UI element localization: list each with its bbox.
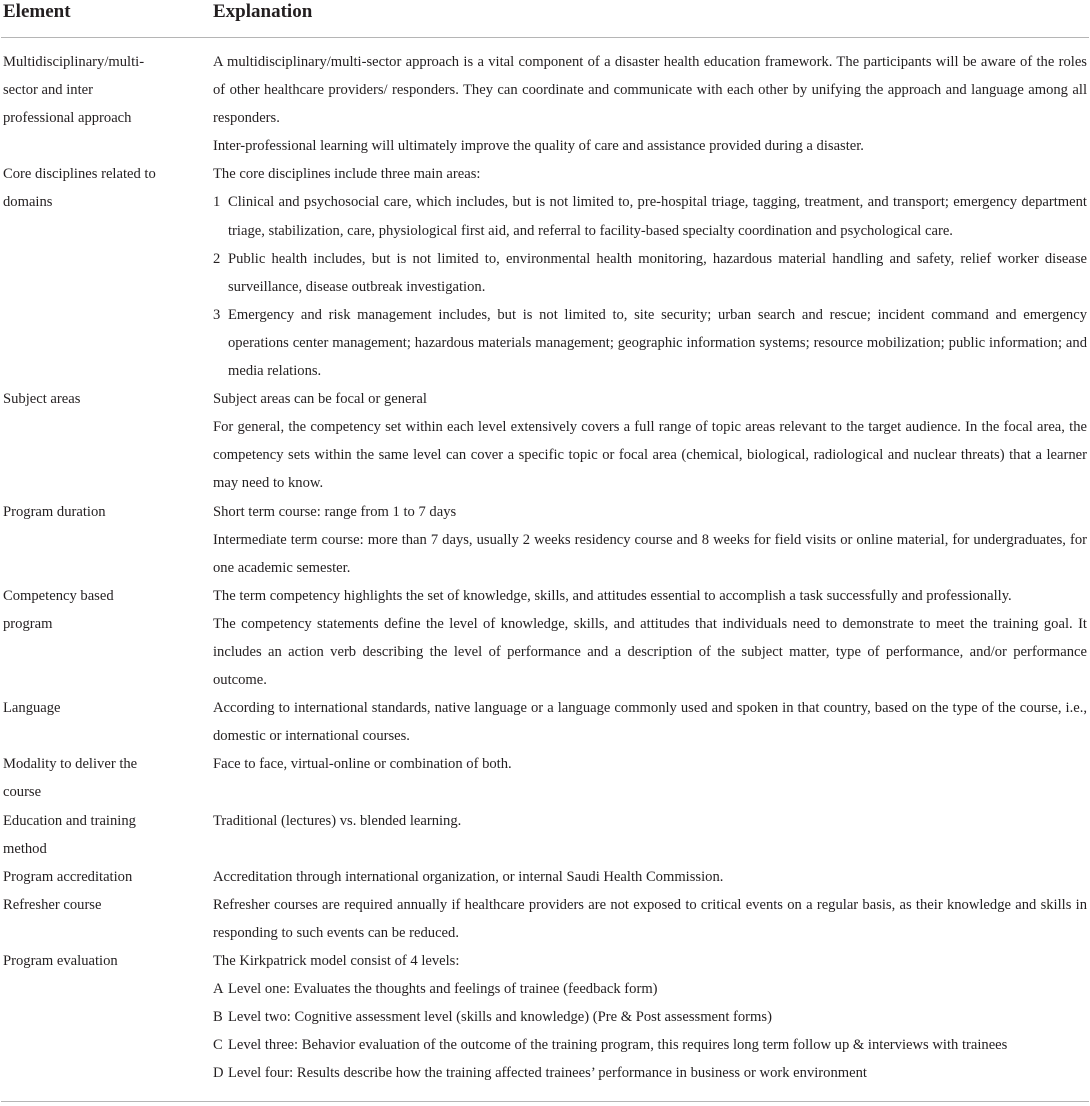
list-item bbox=[213, 1003, 1087, 1031]
explanation-paragraph: Short term course: range from 1 to 7 days bbox=[213, 503, 457, 520]
explanation-cell bbox=[213, 807, 1089, 863]
explanation-paragraph: The core disciplines include three main areas: bbox=[213, 166, 481, 183]
element-label-line: program bbox=[3, 615, 53, 632]
element-label-line: Modality to deliver the bbox=[3, 756, 138, 773]
list-item bbox=[213, 1059, 1087, 1087]
list-item bbox=[213, 245, 1087, 301]
element-cell bbox=[1, 48, 213, 160]
table-row bbox=[1, 807, 1089, 863]
table-bottom-rule bbox=[1, 1101, 1089, 1102]
explanation-paragraph: According to international standards, native language or a language commonly used and spoken in that country, based on the type of the course, i.e., domestic or international courses. bbox=[213, 700, 1087, 745]
explanation-paragraph: A multidisciplinary/multi-sector approach is a vital component of a disaster health education framework. The participants will be aware of the roles of other healthcare providers/ responders. They can coordinate and communicate with each other by unifying the approach and language among all responders. bbox=[213, 54, 1087, 127]
table-body bbox=[1, 38, 1089, 1087]
element-cell bbox=[1, 385, 213, 497]
explanation-paragraph: The Kirkpatrick model consist of 4 levels: bbox=[213, 953, 460, 969]
element-label-line: course bbox=[3, 784, 42, 801]
explanation-cell bbox=[213, 750, 1089, 806]
element-cell bbox=[1, 750, 213, 806]
explanation-paragraph: Face to face, virtual-online or combination of both. bbox=[213, 756, 512, 773]
explanation-cell bbox=[213, 160, 1089, 385]
element-label-line: Core disciplines related to bbox=[3, 166, 156, 183]
element-cell bbox=[1, 694, 213, 750]
element-label-line: method bbox=[3, 840, 47, 857]
explanation-paragraph: Accreditation through international organization, or internal Saudi Health Commission. bbox=[213, 868, 724, 885]
element-cell bbox=[1, 582, 213, 694]
list-item-text: Level two: Cognitive assessment level (skills and knowledge) (Pre & Post assessment forms) bbox=[228, 1009, 772, 1026]
framework-table bbox=[1, 0, 1089, 1087]
element-cell bbox=[1, 947, 213, 1087]
element-label-line: Program evaluation bbox=[3, 953, 118, 969]
element-label-line: Competency based bbox=[3, 587, 114, 604]
list-item-text: Level three: Behavior evaluation of the outcome of the training program, this requires long term follow up & interviews with trainees bbox=[228, 1037, 1008, 1054]
table-row bbox=[1, 947, 1089, 1087]
explanation-paragraph: Subject areas can be focal or general bbox=[213, 391, 427, 408]
explanation-paragraph: Refresher courses are required annually if healthcare providers are not exposed to critical events on a regular basis, as their knowledge and skills in responding to such events can be reduced. bbox=[213, 896, 1087, 941]
list-item-marker: 2 bbox=[213, 250, 221, 267]
table-row bbox=[1, 385, 1089, 497]
element-cell bbox=[1, 160, 213, 385]
table-row bbox=[1, 863, 1089, 891]
element-label-line: Refresher course bbox=[3, 896, 102, 913]
header-explanation: Explanation bbox=[213, 1, 313, 22]
explanation-cell bbox=[213, 582, 1089, 694]
element-cell bbox=[1, 891, 213, 947]
explanation-paragraph: Traditional (lectures) vs. blended learning. bbox=[213, 812, 462, 829]
element-label-line: Program duration bbox=[3, 503, 106, 520]
list-item-marker: C bbox=[213, 1037, 223, 1054]
table-row bbox=[1, 694, 1089, 750]
list-item bbox=[213, 301, 1087, 385]
header-element: Element bbox=[3, 1, 71, 22]
list-item-text: Public health includes, but is not limited to, environmental health monitoring, hazardous material handling and safety, relief worker disease surveillance, disease outbreak investigation. bbox=[228, 250, 1087, 295]
list-item bbox=[213, 188, 1087, 244]
list-item-text: Clinical and psychosocial care, which includes, but is not limited to, pre-hospital triage, tagging, treatment, and transport; emergency department triage, stabilization, care, physiological first aid, and referral to facility-based specialty coordination and psychological care. bbox=[228, 194, 1087, 239]
table-header-row bbox=[1, 0, 1089, 38]
list-item-text: Level one: Evaluates the thoughts and feelings of trainee (feedback form) bbox=[228, 981, 658, 998]
list-item bbox=[213, 1031, 1087, 1059]
element-cell bbox=[1, 807, 213, 863]
table-row bbox=[1, 498, 1089, 582]
explanation-paragraph: The competency statements define the level of knowledge, skills, and attitudes that individuals need to demonstrate to meet the training goal. It includes an action verb describing the level of performance and a description of the subject matter, type of performance, and/or performance outcome. bbox=[213, 615, 1087, 689]
list-item-text: Emergency and risk management includes, but is not limited to, site security; urban search and rescue; incident command and emergency operations center management; hazardous materials management; geographic information systems; resource mobilization; public information; and media relations. bbox=[228, 306, 1087, 380]
element-label-line: domains bbox=[3, 194, 53, 211]
element-cell bbox=[1, 863, 213, 891]
list-item-text: Level four: Results describe how the training affected trainees’ performance in business or work environment bbox=[228, 1065, 867, 1082]
explanation-cell bbox=[213, 947, 1089, 1087]
list-item-marker: A bbox=[213, 981, 224, 998]
explanation-cell bbox=[213, 891, 1089, 947]
explanation-cell bbox=[213, 694, 1089, 750]
table-row bbox=[1, 891, 1089, 947]
table-row bbox=[1, 750, 1089, 806]
element-cell bbox=[1, 498, 213, 582]
explanation-cell bbox=[213, 863, 1089, 891]
explanation-paragraph: Inter-professional learning will ultimately improve the quality of care and assistance provided during a disaster. bbox=[213, 138, 864, 155]
explanation-paragraph: The term competency highlights the set of knowledge, skills, and attitudes essential to accomplish a task successfully and professionally. bbox=[213, 587, 1012, 604]
explanation-paragraph: Intermediate term course: more than 7 days, usually 2 weeks residency course and 8 weeks for field visits or online material, for undergraduates, for one academic semester. bbox=[213, 531, 1087, 576]
explanation-cell bbox=[213, 498, 1089, 582]
element-label-line: sector and inter bbox=[3, 82, 93, 99]
list-item-marker: B bbox=[213, 1009, 223, 1026]
list-item-marker: 1 bbox=[213, 194, 221, 211]
explanation-cell bbox=[213, 48, 1089, 160]
list-item bbox=[213, 975, 1087, 1003]
explanation-cell bbox=[213, 385, 1089, 497]
table-row bbox=[1, 48, 1089, 160]
explanation-paragraph: For general, the competency set within each level extensively covers a full range of topic areas relevant to the target audience. In the focal area, the competency sets within the same level can cover a specific topic or focal area (chemical, biological, radiological and nuclear threats) that a learner may need to know. bbox=[213, 419, 1087, 492]
element-label-line: Program accreditation bbox=[3, 868, 133, 885]
table-row bbox=[1, 160, 1089, 385]
element-label-line: Multidisciplinary/multi- bbox=[3, 54, 145, 70]
list-item-marker: 3 bbox=[213, 306, 221, 323]
element-label-line: Language bbox=[3, 700, 61, 717]
element-label-line: Subject areas bbox=[3, 391, 81, 408]
element-label-line: professional approach bbox=[3, 110, 132, 127]
list-item-marker: D bbox=[213, 1065, 224, 1082]
element-label-line: Education and training bbox=[3, 812, 136, 829]
table-row bbox=[1, 582, 1089, 694]
